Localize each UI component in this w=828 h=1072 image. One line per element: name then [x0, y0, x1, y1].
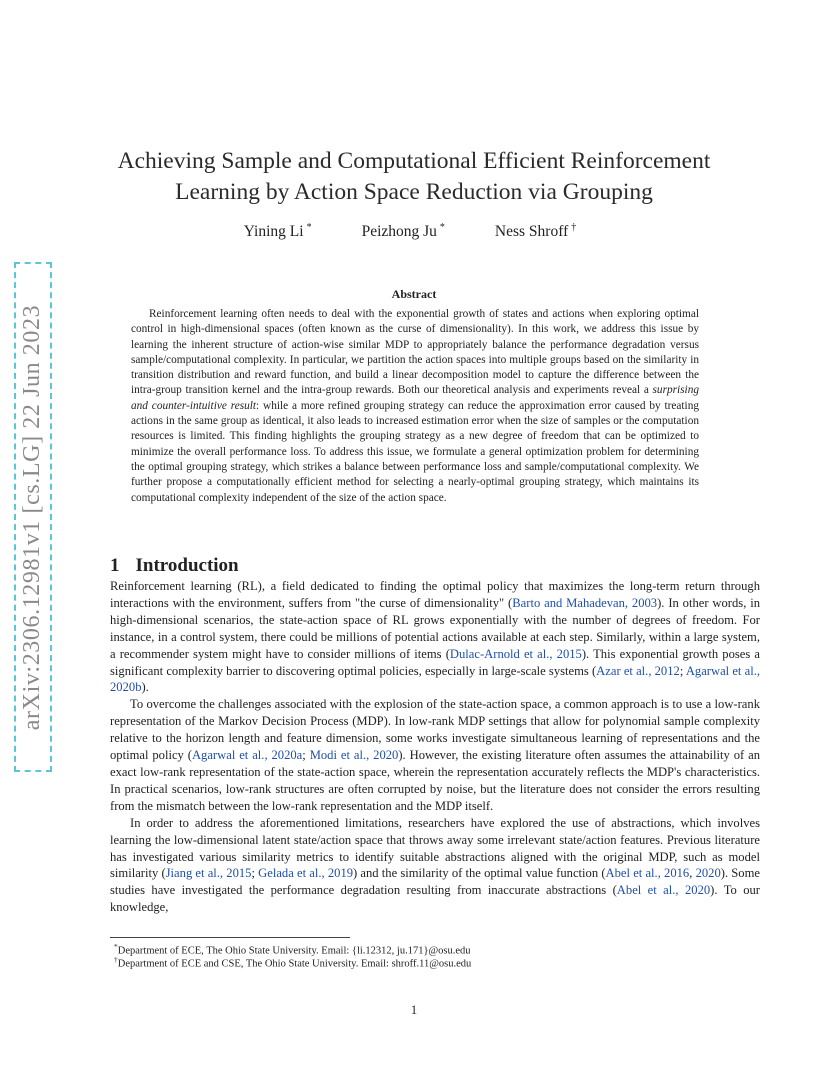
introduction-body	[110, 578, 760, 916]
body-paragraph	[110, 815, 760, 916]
footnote-rule	[110, 937, 350, 938]
abstract-text: Reinforcement learning often needs to deal with the exponential growth of states and actions when exploring optimal control in high-dimensional spaces (often known as the curse of dimensionality). In this work, we address this issue by learning the inherent structure of action-wise similar MDP to appropriately balance the performance degradation versus sample/computational complexity. In particular, we partition the action spaces into multiple groups based on the similarity in transition distribution and reward function, and build a linear decomposition model to capture the difference between the intra-group transition kernel and the intra-group rewards. Both our theoretical analysis and experiments reveal a surprising and counter-intuitive result: while a more refined grouping strategy can reduce the approximation error caused by treating actions in the same group as identical, it also leads to increased estimation error when the size of samples or the computation resources is limited. This finding highlights the grouping strategy as a new degree of freedom that can be optimized to minimize the overall performance loss. To address this issue, we formulate a general optimization problem for determining the optimal grouping strategy, which strikes a balance between performance loss and sample/computational complexity. We further propose a computationally efficient method for selecting a nearly-optimal grouping strategy, which maintains its computational complexity independent of the size of the action space.	[131, 308, 699, 504]
paragraph-text: ). However, the existing literature often assumes the attainability of an exact low-rank representation of the state-action space, wherein the representation accurately reflects the MDP's characteristics. In practical scenarios, low-rank structures are often corrupted by noise, but the literature does not consider the errors resulting from the mismatch between the low-rank representation and the MDP itself.	[110, 748, 760, 813]
paragraph-text: ). In other words, in high-dimensional scenarios, the state-action space of RL grows exponentially with the number of degrees of freedom. For instance, in a control system, there could be millions of potential actions available at each step. Similarly, within a large system, a recommender system might have to consider millions of items (	[110, 595, 760, 661]
citation-link[interactable]: Dulac-Arnold et al., 2015	[449, 646, 582, 661]
paragraph-text: ).	[141, 680, 149, 695]
section-heading: 1 Introduction	[110, 555, 239, 576]
citation-link[interactable]: Abel et al., 2020	[616, 883, 711, 898]
body-paragraph	[110, 578, 760, 696]
author: Ness Shroff †	[494, 222, 577, 241]
author: Yining Li *	[243, 222, 312, 241]
paragraph-text: In order to address the aforementioned limitations, researchers have explored the use of abstractions, which involves learning the low-dimensional latent state/action space that throws away some irrelevant state/action features. Previous literature has investigated various similarity metrics to identify suitable abstractions aligned with the original MDP, such as model similarity (	[110, 815, 760, 881]
footnote: †Department of ECE and CSE, The Ohio State University. Email: shroff.11@osu.edu	[114, 955, 472, 970]
paragraph-text: ;	[302, 748, 310, 763]
paragraph-text: ;	[679, 663, 686, 678]
paragraph-text: ). This exponential growth poses a significant complexity barrier to discovering optimal policies, especially in large-scale systems (	[110, 646, 760, 678]
arxiv-identifier: arXiv:2306.12981v1 [cs.LG] 22 Jun 2023	[19, 304, 46, 730]
citation-link[interactable]: 2020	[695, 866, 721, 881]
paragraph-text: ) and the similarity of the optimal value function (	[353, 866, 606, 881]
citation-link[interactable]: Azar et al., 2012	[596, 663, 680, 678]
paragraph-text: ). To our knowledge,	[110, 883, 761, 915]
body-paragraph	[110, 696, 760, 814]
author-list	[170, 222, 650, 241]
paragraph-text: ). Some studies have investigated the performance degradation resulting from inaccurate abstractions (	[110, 866, 760, 898]
paragraph-text: ;	[251, 866, 259, 881]
citation-link[interactable]: Modi et al., 2020	[309, 748, 399, 763]
citation-link[interactable]: Agarwal et al., 2020b	[110, 663, 760, 695]
abstract-heading: Abstract	[391, 287, 437, 301]
citation-link[interactable]: Abel et al., 2016	[605, 866, 690, 881]
citation-link[interactable]: Jiang et al., 2015	[165, 866, 252, 881]
page-number: 1	[410, 1003, 418, 1017]
citation-link[interactable]: Agarwal et al., 2020a	[191, 748, 303, 763]
citation-link[interactable]: Gelada et al., 2019	[258, 866, 354, 881]
arxiv-stamp	[14, 262, 52, 772]
paragraph-text: ,	[689, 866, 696, 881]
paragraph-text: To overcome the challenges associated with the explosion of the state-action space, a common approach is to use a low-rank representation of the Markov Decision Process (MDP). In low-rank MDP settings that allow for polynomial sample complexity relative to the horizon length and feature dimension, some works investigate simultaneous learning of representations and the optimal policy (	[110, 697, 760, 763]
paragraph-text: Reinforcement learning (RL), a field dedicated to finding the optimal policy that maximizes the long-term return through interactions with the environment, suffers from "the curse of dimensionality" (	[110, 579, 760, 610]
paper-title: Achieving Sample and Computational Efficient Reinforcement Learning by Action Space Reduction via Grouping	[117, 148, 711, 205]
footnote: *Department of ECE, The Ohio State University. Email: {li.12312, ju.171}@osu.edu	[114, 942, 471, 957]
author: Peizhong Ju *	[361, 222, 445, 241]
citation-link[interactable]: Barto and Mahadevan, 2003	[512, 595, 658, 610]
